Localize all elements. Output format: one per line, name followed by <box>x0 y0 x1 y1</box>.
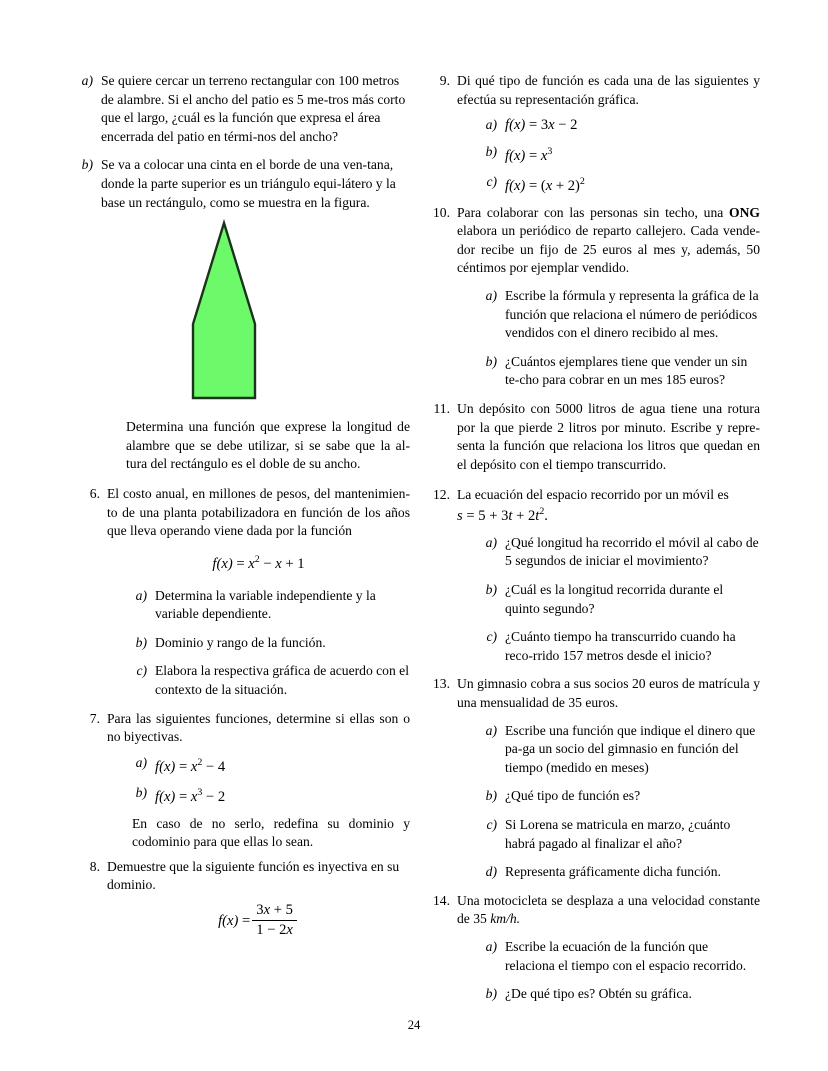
subitem-letter: b) <box>485 986 497 1002</box>
subitem-text: Escribe una función que indique el dinero que pa-ga un socio del gimnasio en función del tiempo (medido en meses) <box>505 722 756 775</box>
item-10-text-after: elabora un periódico de reparto callejero. Cada vende-dor recibe un fijo de 25 euros al mes y, además, 50 céntimos por ejemplar vendido. <box>457 223 760 276</box>
subitem-13d <box>482 863 760 882</box>
item-number: 6. <box>89 485 100 501</box>
subitem-13a <box>482 722 760 778</box>
subitem-letter: a) <box>485 117 497 133</box>
item-14-text: Una motocicleta se desplaza a una velocidad constante de <box>457 892 760 927</box>
subitem-12c <box>482 628 760 665</box>
item-14 <box>428 892 760 1004</box>
item-text <box>457 892 760 929</box>
subitem-9a <box>482 116 760 135</box>
subitem-text: ¿Cuánto tiempo ha transcurrido cuando ha reco-rrido 157 metros desde el inicio? <box>505 629 736 663</box>
subitem-letter: a) <box>135 754 147 770</box>
right-column <box>428 72 760 1014</box>
pentagon-shape <box>193 223 255 398</box>
item-14-sublist <box>457 938 760 1004</box>
item-number: 13. <box>433 676 450 692</box>
subitem-6b <box>132 634 410 653</box>
subitem-formula: $f(x) = (x + 2)^2$ <box>505 176 585 195</box>
subitem-a-continued <box>78 72 410 146</box>
subitem-text: Determina la variable independiente y la variable dependiente. <box>155 587 376 622</box>
subitem-letter: d) <box>485 864 497 880</box>
subitem-letter: b) <box>135 634 147 650</box>
subitem-formula: $f(x) = x^2 - 4$ <box>155 756 226 775</box>
item-6 <box>78 485 410 700</box>
item-text: Un depósito con 5000 litros de agua tiene una rotura por la que pierde 2 litros por minuto. Escribe y repre-senta la función que relaciona los litros que quedan en el depósito con el tiempo transcurrido. <box>457 401 760 472</box>
subitem-letter: b) <box>485 353 497 369</box>
subitem-text: Se va a colocar una cinta en el borde de una ven-tana, donde la parte superior es un triángulo equi-látero y la base un rectángulo, como se muestra en la figura. <box>101 157 396 210</box>
item-number: 9. <box>439 73 450 88</box>
subitem-letter: b) <box>485 143 497 159</box>
item-14-speed-value: 35 <box>473 911 487 927</box>
item-text: Di qué tipo de función es cada una de las siguientes y efectúa su representación gráfica. <box>457 73 760 107</box>
subitem-12b <box>482 581 760 618</box>
figure-caption: Determina una función que exprese la longitud de alambre que se debe utilizar, si se sabe que la al-tura del rectángulo es el doble de su ancho. <box>126 419 410 472</box>
item-number: 14. <box>433 892 450 908</box>
item-9-sublist <box>457 116 760 196</box>
item-number: 8. <box>89 858 100 874</box>
item-12-formula: $s = 5 + 3t + 2t^2$. <box>457 506 548 524</box>
item-text: Un gimnasio cobra a sus socios 20 euros de matrícula y una mensualidad de 35 euros. <box>457 676 760 711</box>
item-6-formula: $f(x) = x^2 - x + 1$ <box>212 553 305 572</box>
continued-sublist <box>78 72 410 212</box>
subitem-letter: a) <box>485 288 497 304</box>
subitem-6c <box>132 662 410 699</box>
item-12 <box>428 486 760 665</box>
subitem-letter: b) <box>485 788 497 804</box>
subitem-formula: $f(x) = x^3 - 2$ <box>155 787 226 806</box>
item-10 <box>428 204 760 390</box>
subitem-text: Se quiere cercar un terreno rectangular con 100 metros de alambre. Si el ancho del patio es 5 me-tros más corto que el largo, ¿cuál es la función que expresa el área encerrada del patio en térmi-nos del ancho? <box>101 73 406 144</box>
item-9 <box>428 72 760 196</box>
fraction <box>252 902 297 939</box>
subitem-10b <box>482 353 760 390</box>
item-10-text-before: Para colaborar con las personas sin techo, una <box>457 204 730 220</box>
subitem-text: ¿Qué tipo de función es? <box>505 788 641 804</box>
figure-container <box>78 218 410 414</box>
subitem-letter: c) <box>486 629 497 645</box>
subitem-7a <box>132 754 410 776</box>
item-10-bold-word: ONG <box>729 204 760 220</box>
page-number: 24 <box>407 1018 421 1032</box>
subitem-14b <box>482 985 760 1004</box>
fraction-denominator: 1 − 2x <box>256 922 293 939</box>
subitem-9b <box>482 143 760 165</box>
item-7-after-text: En caso de no serlo, redefina su dominio y codominio para que ellas lo sean. <box>132 815 410 850</box>
subitem-text: Elabora la respectiva gráfica de acuerdo con el contexto de la situación. <box>155 663 409 697</box>
item-11 <box>428 400 760 474</box>
item-text: La ecuación del espacio recorrido por un móvil es <box>457 487 729 503</box>
item-8-formula: f(x) = $\frac{3x + 5}{1 - 2x}$ <box>107 903 410 940</box>
subitem-formula: $f(x) = x^3$ <box>505 145 553 164</box>
subitem-letter: c) <box>486 816 497 832</box>
subitem-text: Dominio y rango de la función. <box>155 634 326 650</box>
item-number: 11. <box>433 401 450 417</box>
subitem-10a <box>482 287 760 343</box>
subitem-9c <box>482 173 760 195</box>
subitem-text: ¿Qué longitud ha recorrido el móvil al cabo de 5 segundos de iniciar el movimiento? <box>505 534 759 569</box>
subitem-text: Si Lorena se matricula en marzo, ¿cuánto habrá pagado al finalizar el año? <box>505 816 731 851</box>
subitem-letter: c) <box>136 663 147 679</box>
item-12-sublist <box>457 534 760 666</box>
item-6-sublist <box>107 587 410 700</box>
subitem-letter: a) <box>81 73 93 88</box>
item-number: 12. <box>433 487 450 503</box>
subitem-text: ¿De qué tipo es? Obtén su gráfica. <box>505 986 692 1002</box>
item-text <box>457 204 760 278</box>
subitem-text: Escribe la fórmula y representa la gráfica de la función que relaciona el número de periódicos vendidos con el dinero recibido al mes. <box>505 288 759 341</box>
fraction-numerator: 3x + 5 <box>252 902 297 921</box>
subitem-letter: a) <box>135 587 147 603</box>
subitem-7b <box>132 784 410 806</box>
item-number: 7. <box>89 710 100 726</box>
subitem-12a <box>482 534 760 571</box>
item-7 <box>78 710 410 852</box>
subitem-text: ¿Cuál es la longitud recorrida durante el quinto segundo? <box>505 582 724 616</box>
item-number: 10. <box>433 204 450 220</box>
item-13-sublist <box>457 722 760 882</box>
item-7-sublist <box>107 754 410 807</box>
left-column <box>78 72 410 954</box>
item-text: El costo anual, en millones de pesos, del mantenimien-to de una planta potabilizadora en función de los años que lleva operando viene dada por la función <box>107 485 410 539</box>
item-8 <box>78 858 410 940</box>
item-10-sublist <box>457 287 760 390</box>
subitem-13b <box>482 787 760 806</box>
subitem-formula: f(x) = 3x − 2 <box>505 117 578 134</box>
subitem-letter: b) <box>81 157 93 173</box>
subitem-text: Escribe la ecuación de la función que relaciona el tiempo con el espacio recorrido. <box>505 938 747 973</box>
subitem-letter: b) <box>135 785 147 801</box>
pentagon-window-figure <box>188 218 260 404</box>
subitem-b-continued <box>78 156 410 212</box>
subitem-letter: a) <box>485 938 497 954</box>
item-text: Demuestre que la siguiente función es inyectiva en su dominio. <box>107 858 400 893</box>
subitem-text: ¿Cuántos ejemplares tiene que vender un sin te-cho para cobrar en un mes 185 euros? <box>505 353 748 388</box>
subitem-13c <box>482 816 760 853</box>
subitem-letter: b) <box>485 582 497 598</box>
subitem-letter: c) <box>486 174 497 190</box>
subitem-text: Representa gráficamente dicha función. <box>505 864 721 880</box>
item-13 <box>428 675 760 881</box>
subitem-14a <box>482 938 760 975</box>
subitem-letter: a) <box>485 722 497 738</box>
subitem-letter: a) <box>485 534 497 550</box>
item-14-speed-unit: km/h. <box>490 911 521 927</box>
subitem-6a <box>132 587 410 624</box>
item-text: Para las siguientes funciones, determine si ellas son o no biyectivas. <box>107 710 410 745</box>
